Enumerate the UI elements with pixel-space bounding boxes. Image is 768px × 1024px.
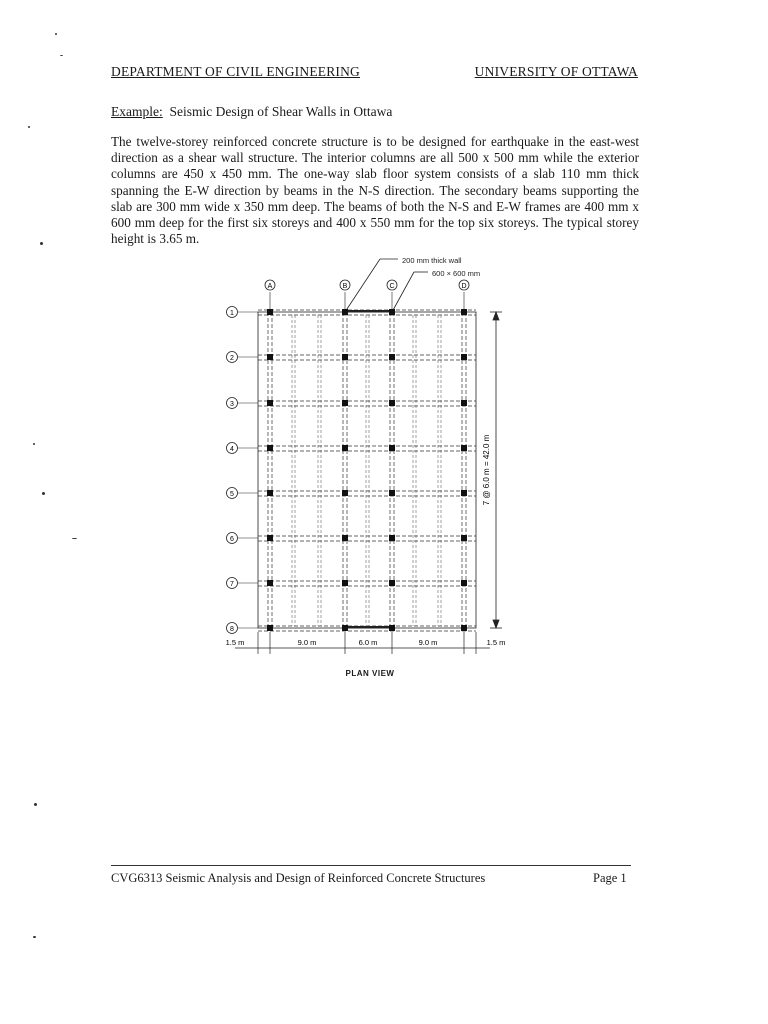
row-label-text: 6 — [230, 536, 234, 543]
row-label-text: 2 — [230, 355, 234, 362]
column-label-D — [459, 280, 469, 312]
example-label: Example: — [111, 104, 163, 119]
wall-note: 200 mm thick wall — [402, 256, 462, 265]
row-label-text: 3 — [230, 401, 234, 408]
beam-leader-line — [392, 272, 414, 312]
dim-label: 6.0 m — [358, 638, 378, 647]
row-label-text: 5 — [230, 491, 234, 498]
footer-rule — [111, 865, 631, 866]
row-label-2 — [227, 352, 259, 363]
scan-speck — [34, 803, 37, 806]
row-label-1 — [227, 307, 259, 318]
scan-speck — [60, 55, 63, 56]
dim-label: 1.5 m — [225, 638, 245, 647]
example-title: Seismic Design of Shear Walls in Ottawa — [169, 104, 393, 119]
example-heading — [111, 104, 392, 120]
dim-label: 9.0 m — [418, 638, 438, 647]
dim-label: 9.0 m — [297, 638, 317, 647]
row-label-text: 7 — [230, 581, 234, 588]
scan-speck — [42, 492, 45, 495]
row-label-8 — [227, 623, 259, 634]
row-label-5 — [227, 488, 259, 499]
row-label-7 — [227, 578, 259, 589]
column-label-text: A — [267, 283, 273, 290]
plan-view-title: PLAN VIEW — [345, 669, 395, 678]
dim-label: 1.5 m — [486, 638, 506, 647]
plan-view-drawing — [200, 250, 520, 665]
vertical-dimension-label: 7 @ 6.0 m = 42.0 m — [482, 434, 491, 506]
beam-note: 600 × 600 mm — [432, 269, 481, 278]
row-label-text: 4 — [230, 446, 234, 453]
university-header: UNIVERSITY OF OTTAWA — [474, 64, 638, 79]
footer-page-number: Page 1 — [593, 871, 627, 885]
scan-speck — [28, 126, 30, 128]
row-label-text: 8 — [230, 626, 234, 633]
slab-outline — [258, 312, 476, 628]
column-label-text: D — [461, 283, 467, 290]
scan-speck — [33, 443, 35, 445]
column-label-A — [265, 280, 275, 312]
row-label-3 — [227, 398, 259, 409]
secondary-beams — [292, 315, 441, 626]
footer-course: CVG6313 Seismic Analysis and Design of Reinforced Concrete Structures — [111, 871, 486, 885]
scan-speck — [40, 242, 43, 245]
ew-beams — [258, 310, 476, 631]
department-header: DEPARTMENT OF CIVIL ENGINEERING — [111, 64, 361, 79]
row-label-4 — [227, 443, 259, 454]
columns — [267, 309, 467, 631]
row-label-text: 1 — [230, 310, 234, 317]
ns-beams — [268, 312, 466, 628]
scan-speck — [33, 936, 36, 938]
scan-speck — [72, 538, 77, 539]
column-label-C — [387, 280, 397, 312]
column-label-text: B — [342, 283, 348, 290]
scan-speck — [55, 33, 57, 35]
column-label-text: C — [389, 283, 395, 290]
problem-statement: The twelve-storey reinforced concrete structure is to be designed for earthquake in the east-west direction as a shear wall structure. The interior columns are all 500 x 500 mm while the exterior columns are 450 x 450 mm. The one-way slab floor system consists of a slab 110 mm thick spanning the E-W direction by beams in the N-S direction. The secondary beams supporting the slab are 300 mm wide x 350 mm deep. The beams of both the N-S and E-W frames are 400 mm x 600 mm deep for the first six storeys and 400 x 550 mm for the top six storeys. The typical storey height is 3.65 m. — [111, 134, 639, 247]
vertical-dimension — [490, 312, 502, 628]
row-label-6 — [227, 533, 259, 544]
